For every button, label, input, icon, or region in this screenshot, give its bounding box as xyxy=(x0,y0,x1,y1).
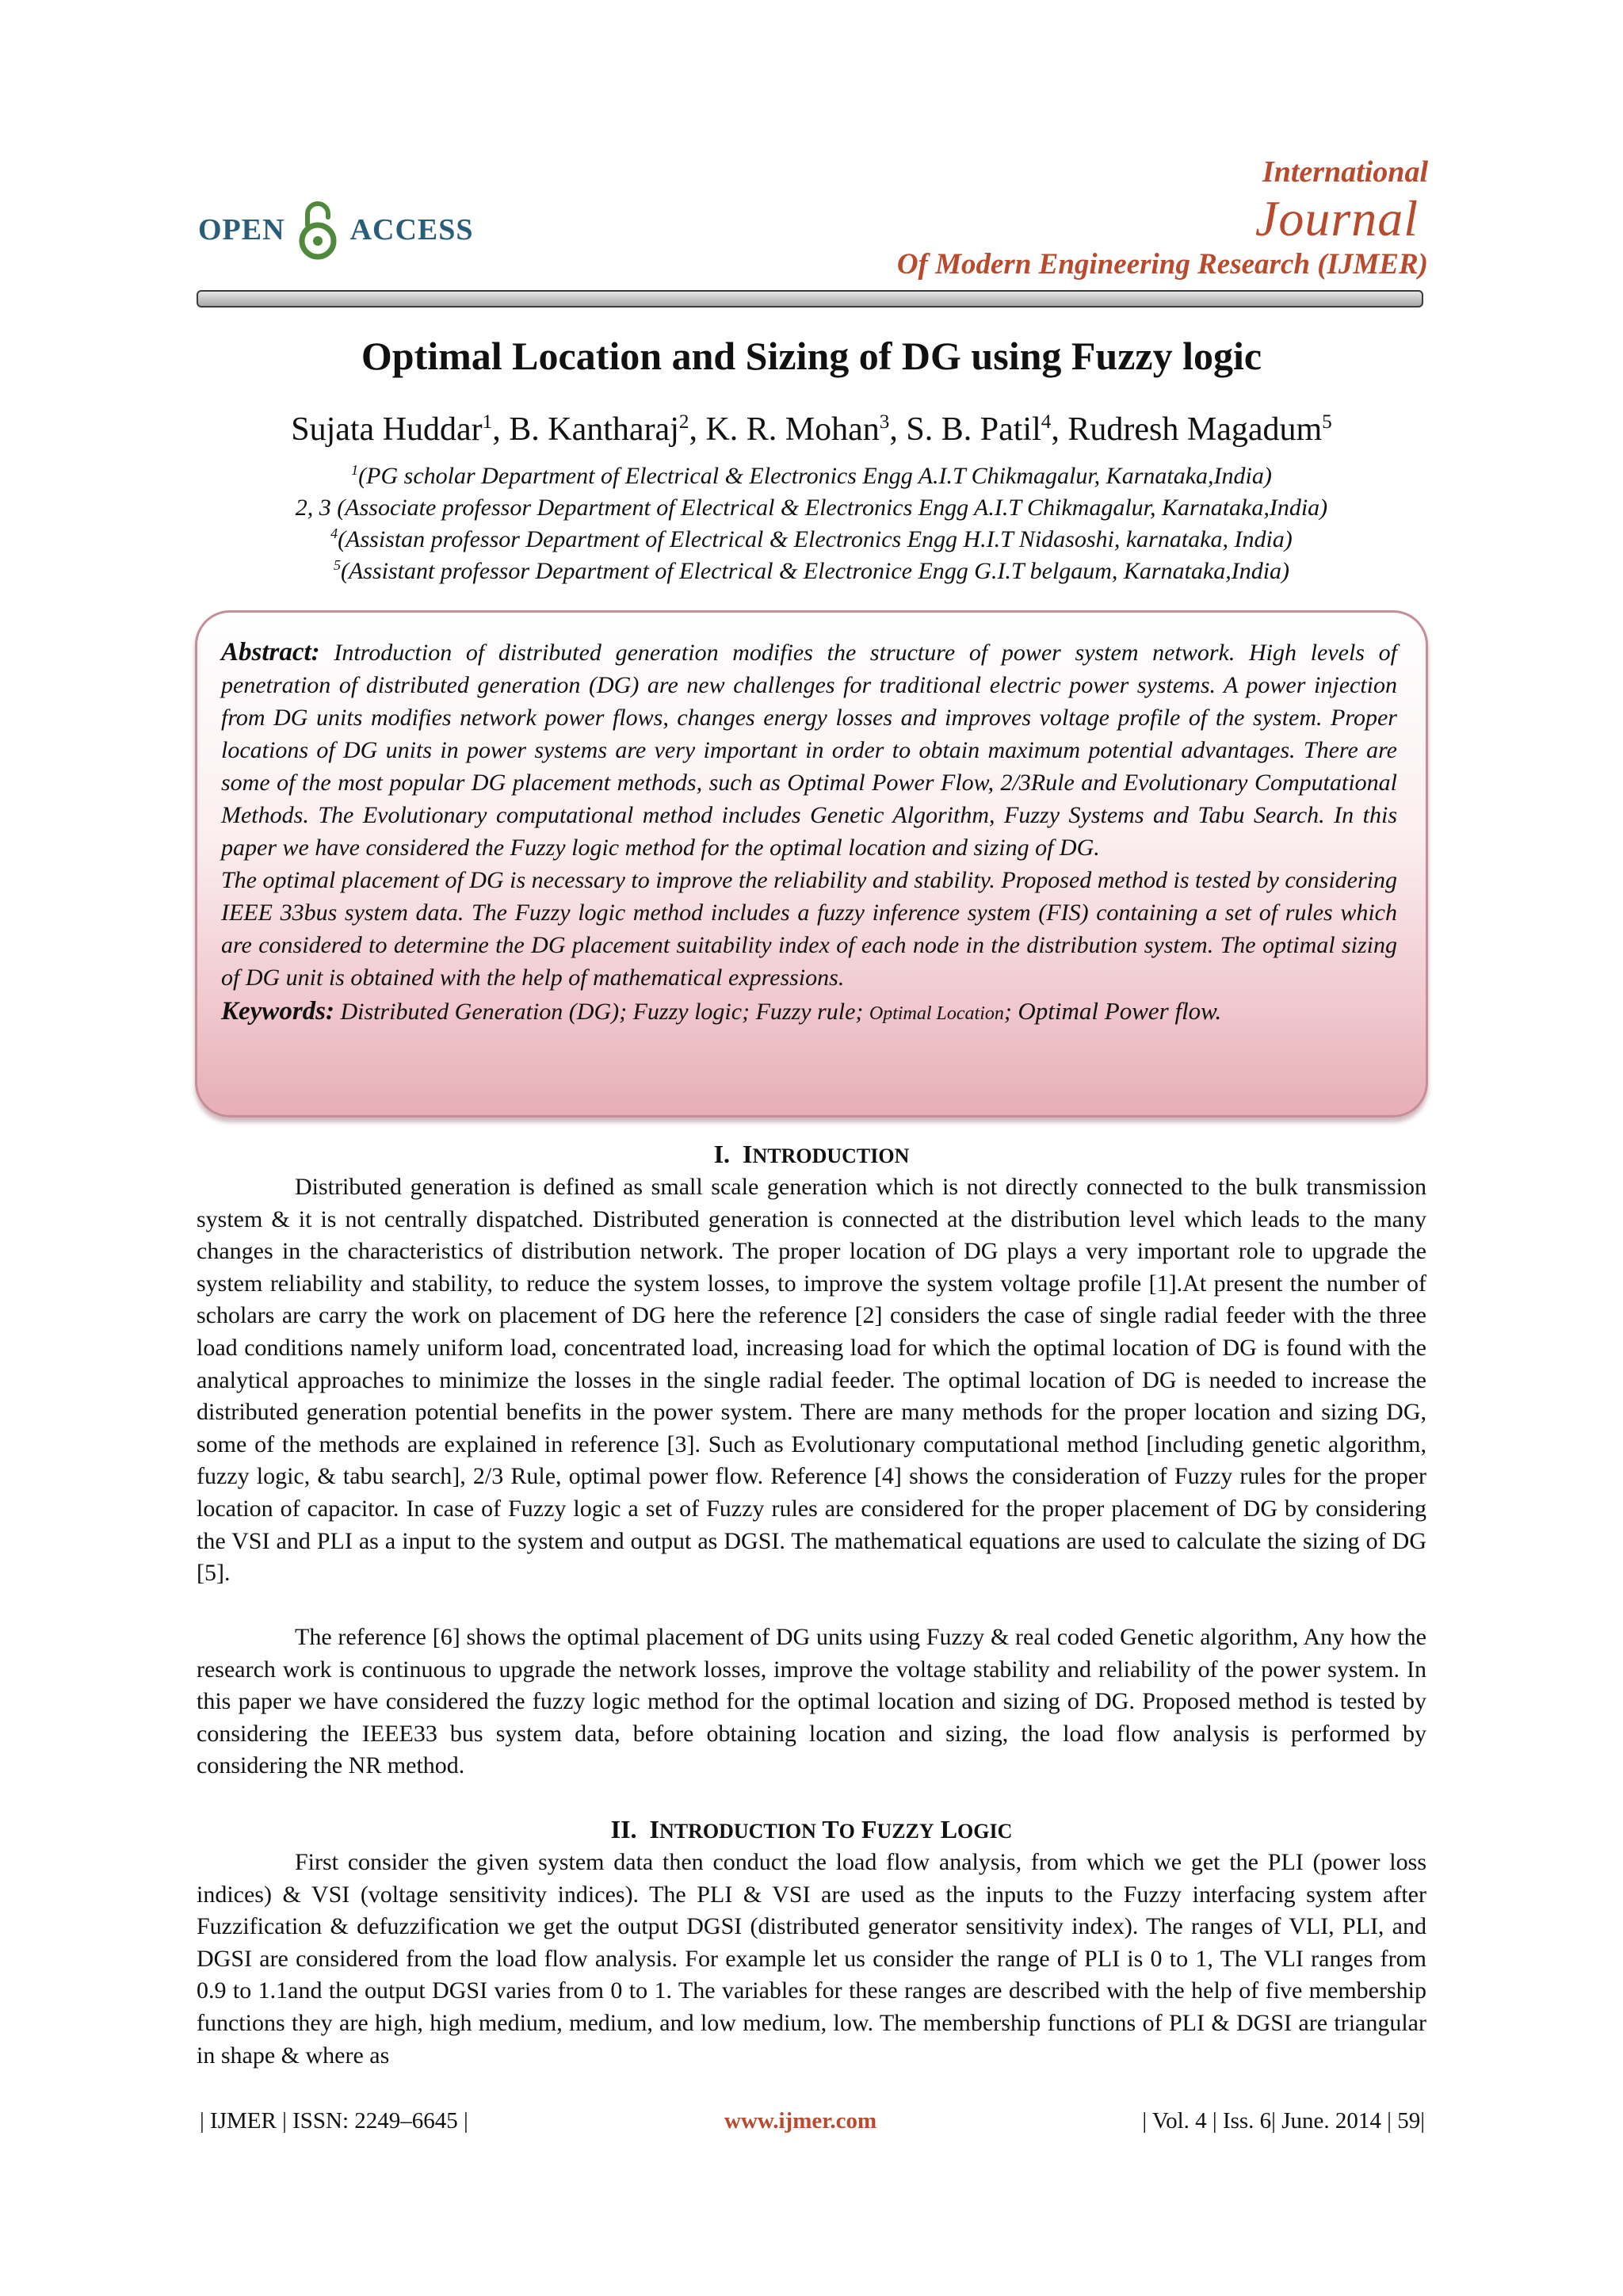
section-2-heading-cap: F xyxy=(861,1815,877,1843)
section-2-number: II. xyxy=(610,1815,637,1843)
section-1-text-2: The reference [6] shows the optimal placement of DG units using Fuzzy & real coded Genetic algorithm, Any how the research work is continuous to upgrade the network losses, improve the voltage stability and reliability of the power system. In this paper we have considered the fuzzy logic method for the optimal location and sizing of DG. Proposed method is tested by considering the IEEE33 bus system data, before obtaining location and sizing, the load flow analysis is performed by considering the NR method. xyxy=(197,1624,1426,1779)
header-divider-bar xyxy=(197,290,1423,308)
abstract-paragraph-2: The optimal placement of DG is necessary to improve the reliability and stability. Proposed method is tested by considering IEEE 33bus system data. The Fuzzy logic method includes a fuzzy inference system (FIS) containing a set of rules which are considered to determine the DG placement suitability index of each node in the distribution system. The optimal sizing of DG unit is obtained with the help of mathematical expressions. xyxy=(221,867,1397,991)
section-2-heading-rest: UZZY xyxy=(876,1820,934,1843)
open-lock-icon xyxy=(295,198,341,262)
affiliation-sup: 4 xyxy=(330,525,338,541)
open-access-word-open: OPEN xyxy=(198,213,285,246)
section-2-text-1: First consider the given system data then conduct the load flow analysis, from which we get the PLI (power loss indices) & VSI (voltage sensitivity indices). The PLI & VSI are used as the inputs to the Fuzzy interfacing system after Fuzzification & defuzzification we get the output DGSI (distributed generator sensitivity index). The ranges of VLI, PLI, and DGSI are considered from the load flow analysis. For example let us consider the range of PLI is 0 to 1, The VLI ranges from 0.9 to 1.1and the output DGSI varies from 0 to 1. The variables for these ranges are described with the help of five membership functions they are high, high medium, medium, and low medium, low. The membership functions of PLI & DGSI are triangular in shape & where as xyxy=(197,1849,1426,2069)
open-access-word-access: ACCESS xyxy=(349,213,474,246)
author-name: S. B. Patil xyxy=(906,411,1041,448)
section-1-paragraph-2 xyxy=(197,1622,1426,1782)
section-1-heading xyxy=(0,1140,1623,1169)
affiliation-sup: 5 xyxy=(333,557,341,573)
section-2-heading-cap: L xyxy=(940,1815,958,1843)
open-access-logo xyxy=(198,202,474,258)
journal-line-name: Of Modern Engineering Research (IJMER) xyxy=(896,248,1428,281)
journal-line-journal: Journal xyxy=(1254,190,1419,246)
author-list xyxy=(0,411,1623,449)
author-separator: , xyxy=(1051,411,1068,448)
affiliation-2 xyxy=(0,495,1623,521)
author-sup: 3 xyxy=(879,411,890,433)
abstract-paragraph-1 xyxy=(221,636,1397,864)
paper-title: Optimal Location and Sizing of DG using Fuzzy logic xyxy=(361,334,1262,378)
section-2-heading-rest: NTRODUCTION xyxy=(659,1820,816,1843)
affiliation-text: (Assistan professor Department of Electrical & Electronics Engg H.I.T Nidasoshi, karnataka, India) xyxy=(338,526,1293,552)
journal-line-international: International xyxy=(1262,155,1428,189)
section-2-heading-rest: O xyxy=(838,1820,855,1843)
affiliation-4 xyxy=(0,558,1623,585)
footer-volume-page: | Vol. 4 | Iss. 6| June. 2014 | 59| xyxy=(1142,2108,1425,2134)
affiliation-1 xyxy=(0,463,1623,490)
footer-issn: | IJMER | ISSN: 2249–6645 | xyxy=(200,2108,468,2134)
section-1-number: I. xyxy=(713,1140,731,1168)
keywords-line xyxy=(221,994,1397,1031)
page-footer xyxy=(200,2108,1425,2140)
author-separator: , xyxy=(889,411,907,448)
section-2-heading-cap: I xyxy=(649,1815,659,1843)
section-1-heading-rest: NTRODUCTION xyxy=(752,1144,910,1167)
affiliation-text: (Assistant professor Department of Electrical & Electronice Engg G.I.T belgaum, Karnataka,India) xyxy=(340,558,1290,584)
affiliation-text: 2, 3 (Associate professor Department of Electrical & Electronics Engg A.I.T Chikmagalur, Karnataka,India) xyxy=(295,495,1328,521)
keywords-text-1: Distributed Generation (DG); Fuzzy logic; Fuzzy rule; xyxy=(340,999,864,1025)
author-separator: , xyxy=(689,411,706,448)
author-separator: , xyxy=(492,411,510,448)
abstract-box xyxy=(195,610,1428,1117)
author-name: B. Kantharaj xyxy=(509,411,679,448)
author-name: K. R. Mohan xyxy=(705,411,880,448)
author-name: Rudresh Magadum xyxy=(1067,411,1323,448)
abstract-text-1: Introduction of distributed generation modifies the structure of power system network. High levels of penetration of distributed generation (DG) are new challenges for traditional electric power systems. A power injection from DG units modifies network power flows, changes energy losses and improves voltage profile of the system. Proper locations of DG units in power systems are very important in order to obtain maximum potential advantages. There are some of the most popular DG placement methods, such as Optimal Power Flow, 2/3Rule and Evolutionary Computational Methods. The Evolutionary computational method includes Genetic Algorithm, Fuzzy Systems and Tabu Search. In this paper we have considered the Fuzzy logic method for the optimal location and sizing of DG. xyxy=(221,640,1397,861)
section-2-heading xyxy=(0,1815,1623,1844)
keywords-text-4: Optimal Power flow. xyxy=(1018,997,1222,1025)
section-1-heading-cap: I xyxy=(743,1140,753,1168)
abstract-label: Abstract: xyxy=(221,638,320,667)
author-sup: 4 xyxy=(1041,411,1052,433)
affiliation-text: (PG scholar Department of Electrical & Electronics Engg A.I.T Chikmagalur, Karnataka,India) xyxy=(358,463,1272,489)
section-1-paragraph-1 xyxy=(197,1171,1426,1590)
affiliation-3 xyxy=(0,526,1623,553)
section-1-text-1: Distributed generation is defined as small scale generation which is not directly connected to the bulk transmission system & it is not centrally dispatched. Distributed generation is connected at the distribution level which leads to the many changes in the characteristics of distribution network. The proper location of DG plays a very important role to upgrade the system reliability and stability, to reduce the system losses, to improve the system voltage profile [1].At present the number of scholars are carry the work on placement of DG here the reference [2] considers the case of single radial feeder with the three load conditions namely uniform load, concentrated load, increasing load for which the optimal location of DG is found with the analytical approaches to minimize the losses in the single radial feeder. The optimal location of DG is needed to increase the distributed generation potential benefits in the power system. There are many methods for the proper location and sizing DG, some of the methods are explained in reference [3]. Such as Evolutionary computational method [including genetic algorithm, fuzzy logic, & tabu search], 2/3 Rule, optimal power flow. Reference [4] shows the consideration of Fuzzy rules for the proper location of capacitor. In case of Fuzzy logic a set of Fuzzy rules are considered for the proper placement of DG by considering the VSI and PLI as a input to the system and output as DGSI. The mathematical equations are used to calculate the sizing of DG [5]. xyxy=(197,1174,1426,1587)
author-sup: 2 xyxy=(678,411,689,433)
section-2-heading-cap: T xyxy=(822,1815,839,1843)
keywords-text-2: Optimal Location xyxy=(869,1003,1004,1024)
author-name: Sujata Huddar xyxy=(291,411,483,448)
section-2-paragraph-1 xyxy=(197,1847,1426,2072)
keywords-label: Keywords: xyxy=(221,997,334,1026)
author-sup: 1 xyxy=(482,411,493,433)
journal-masthead xyxy=(897,152,1428,284)
footer-website-link[interactable]: www.ijmer.com xyxy=(724,2108,877,2134)
keywords-text-3: ; xyxy=(1003,999,1012,1025)
affiliation-sup: 1 xyxy=(351,462,359,478)
section-2-heading-rest: OGIC xyxy=(957,1820,1013,1843)
author-sup: 5 xyxy=(1322,411,1332,433)
